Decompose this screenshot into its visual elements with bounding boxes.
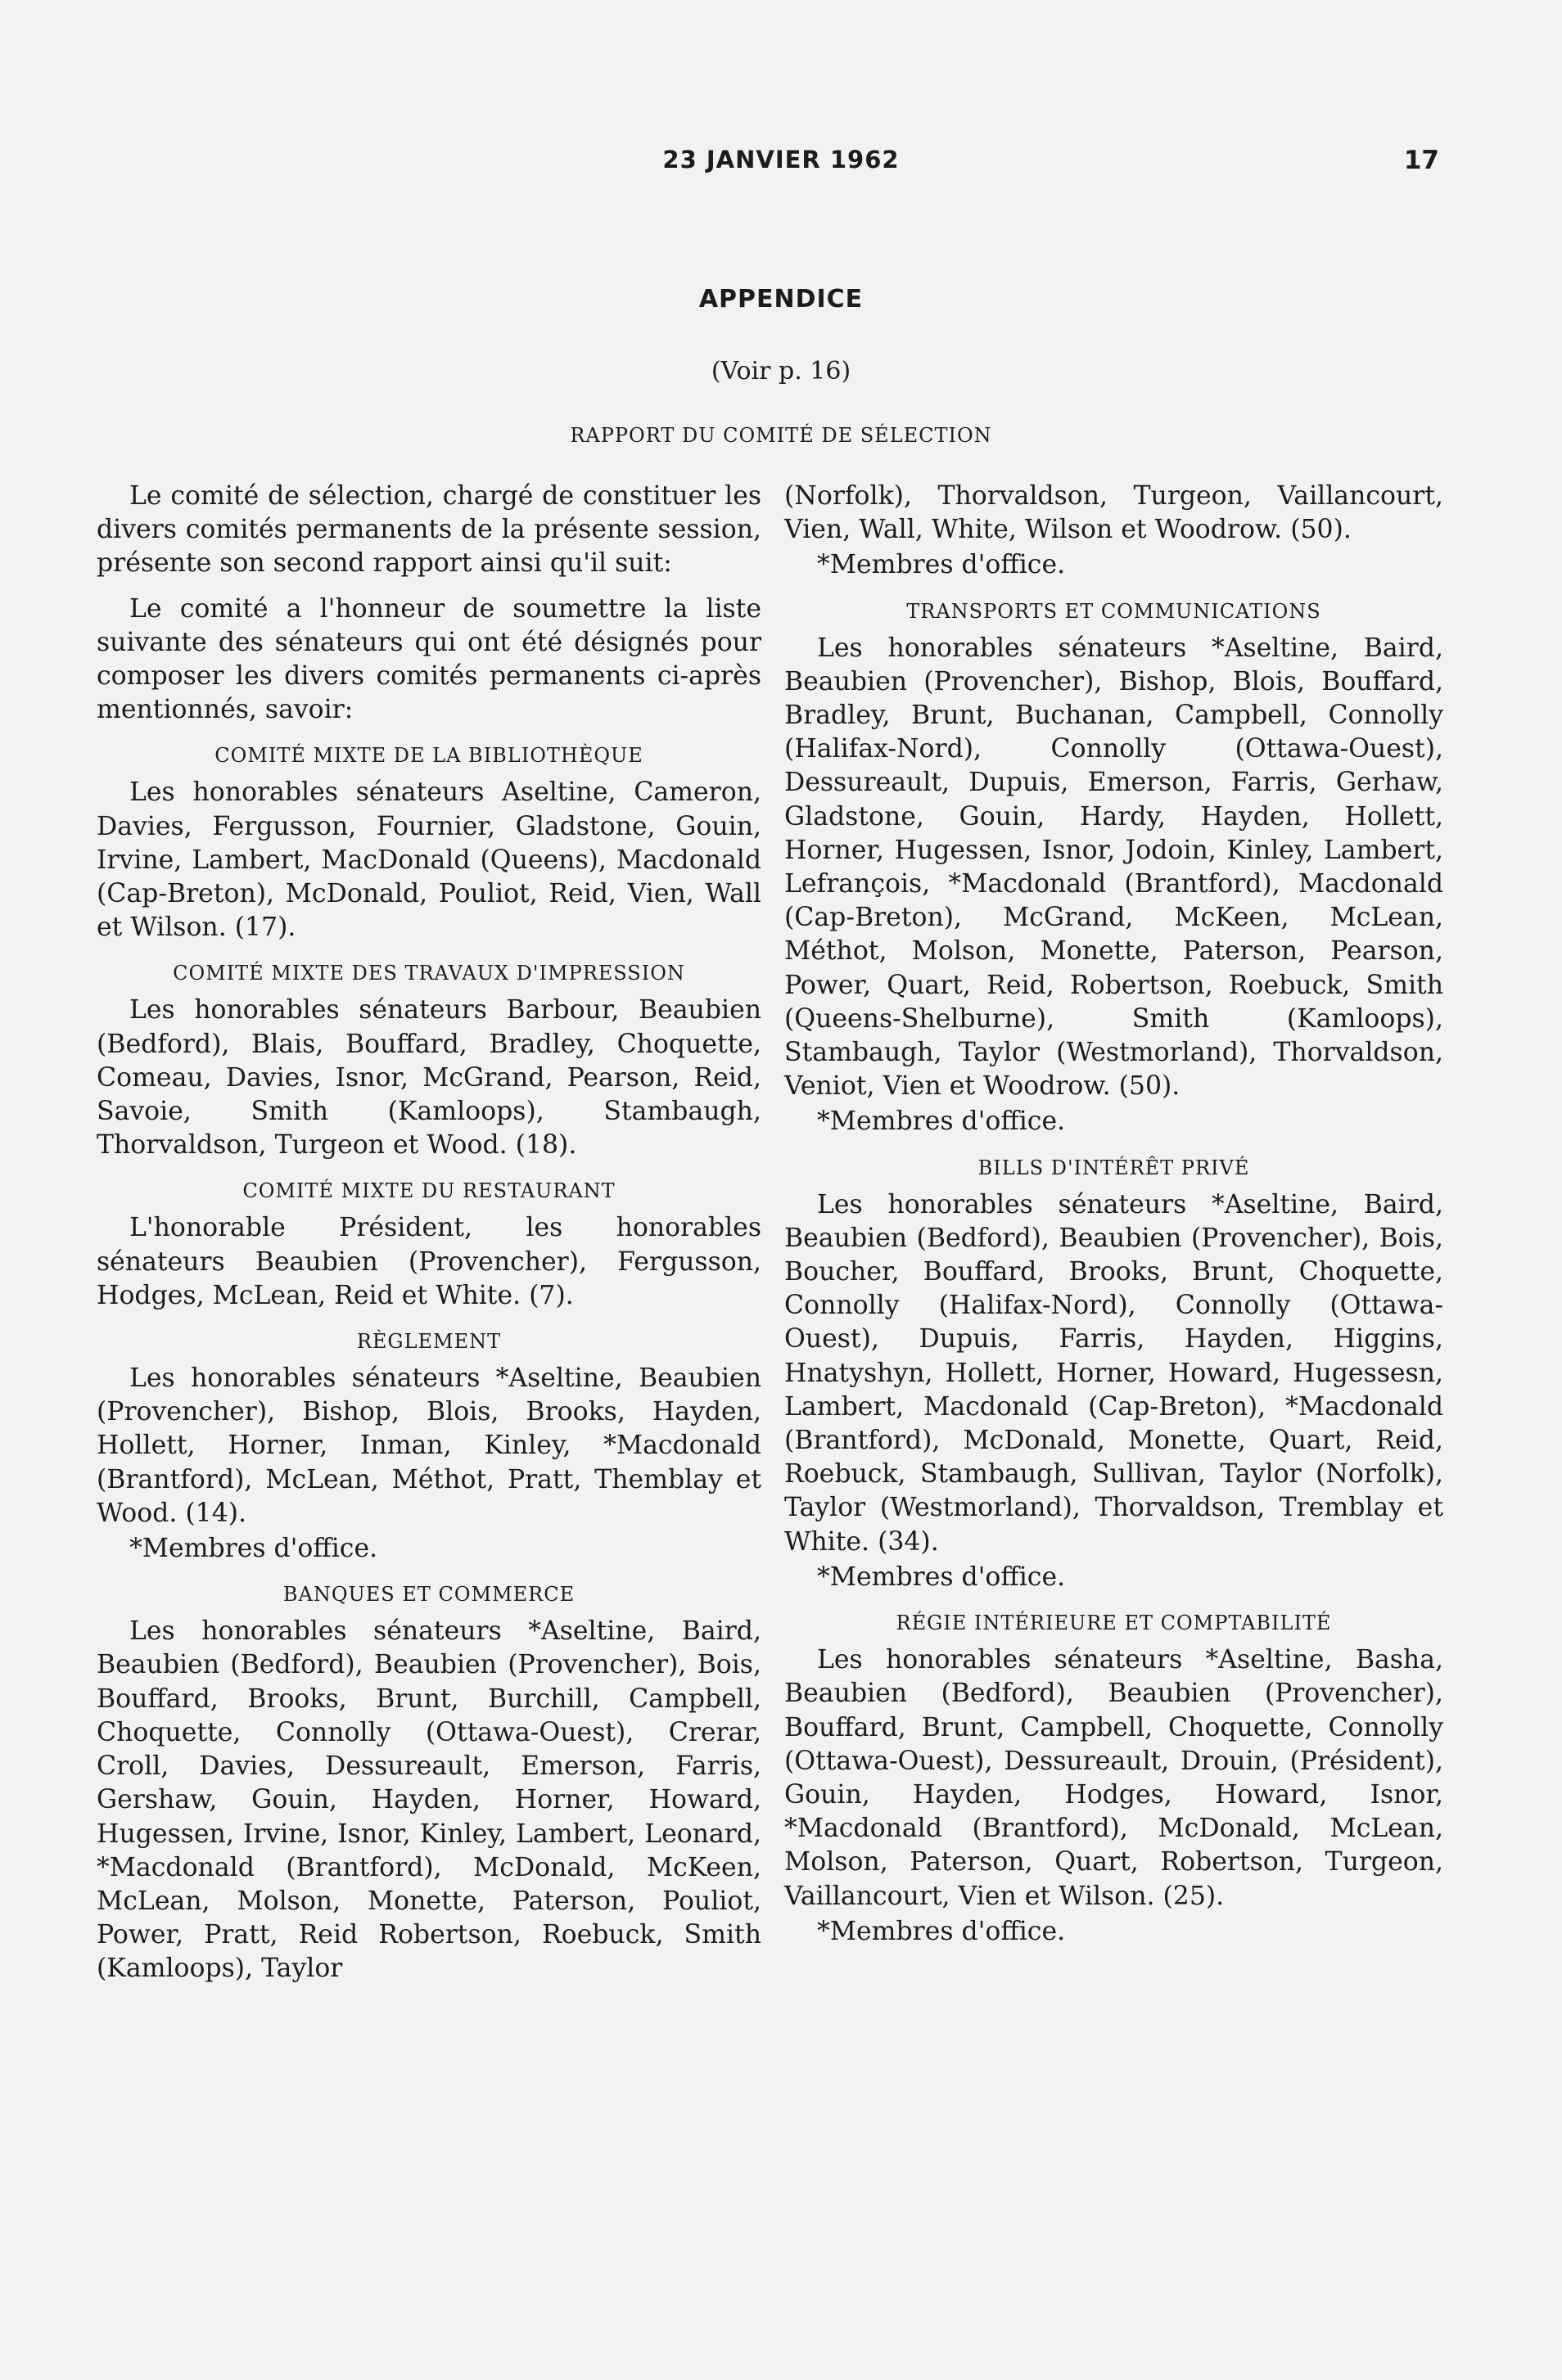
- section-text-bibliotheque: Les honorables sénateurs Aseltine, Cameron, Davies, Fergusson, Fournier, Gladstone, Gouin, Irvine, Lambert, MacDonald (Queens), Macdonald (Cap-Breton), McDonald, Pouliot, Reid, Vien, Wall et Wilson. (17).: [97, 778, 761, 943]
- section-heading-bills: BILLS D'INTÉRÊT PRIVÉ: [977, 1156, 1250, 1179]
- office-members-note: *Membres d'office.: [817, 1107, 1066, 1137]
- intro-paragraph-2: Le comité a l'honneur de soumettre la liste suivante des sénateurs qui ont été désignés pour composer les divers comités permanents ci-après mentionnés, savoir:: [97, 593, 761, 725]
- office-members-note: *Membres d'office.: [817, 1916, 1066, 1946]
- left-column: [97, 480, 761, 1986]
- see-page-reference: (Voir p. 16): [711, 357, 851, 385]
- right-column: [784, 480, 1443, 1949]
- section-heading-regie: RÉGIE INTÉRIEURE ET COMPTABILITÉ: [896, 1611, 1332, 1635]
- section-heading-impression: COMITÉ MIXTE DES TRAVAUX D'IMPRESSION: [173, 962, 685, 985]
- section-text-reglement: Les honorables sénateurs *Aseltine, Beaubien (Provencher), Bishop, Blois, Brooks, Hayden, Hollett, Horner, Inman, Kinley, *Macdonald (Brantford), McLean, Méthot, Pratt, Themblay et Wood. (14).: [97, 1364, 761, 1528]
- section-text-banques: Les honorables sénateurs *Aseltine, Baird, Beaubien (Bedford), Beaubien (Provencher), Bois, Bouffard, Brooks, Brunt, Burchill, Campbell, Choquette, Connolly (Ottawa-Ouest), Crerar, Croll, Davies, Dessureault, Emerson, Farris, Gershaw, Gouin, Hayden, Horner, Howard, Hugessen, Irvine, Isnor, Kinley, Lambert, Leonard, *Macdonald (Brantford), McDonald, McKeen, McLean, Molson, Monette, Paterson, Pouliot, Power, Pratt, Reid Robertson, Roebuck, Smith (Kamloops), Taylor: [97, 1616, 761, 1984]
- section-text-transports: Les honorables sénateurs *Aseltine, Baird, Beaubien (Provencher), Bishop, Blois, Bouffard, Bradley, Brunt, Buchanan, Campbell, Connolly (Halifax-Nord), Connolly (Ottawa-Ouest), Dessureault, Dupuis, Emerson, Farris, Gerhaw, Gladstone, Gouin, Hardy, Hayden, Hollett, Horner, Hugessen, Isnor, Jodoin, Kinley, Lambert, Lefrançois, *Macdonald (Brantford), Macdonald (Cap-Breton), McGrand, McKeen, McLean, Méthot, Molson, Monette, Paterson, Pearson, Power, Quart, Reid, Robertson, Roebuck, Smith (Queens-Shelburne), Smith (Kamloops), Stambaugh, Taylor (Westmorland), Thorvaldson, Veniot, Vien et Woodrow. (50).: [784, 633, 1443, 1102]
- section-heading-bibliotheque: COMITÉ MIXTE DE LA BIBLIOTHÈQUE: [214, 744, 643, 768]
- appendix-title: APPENDICE: [698, 285, 864, 313]
- section-heading-banques: BANQUES ET COMMERCE: [282, 1583, 576, 1607]
- page-number: 17: [1403, 146, 1439, 175]
- intro-paragraph-1: Le comité de sélection, chargé de constituer les divers comités permanents de la présente session, présente son second rapport ainsi qu'il suit:: [97, 481, 761, 579]
- office-members-note: *Membres d'office.: [817, 1562, 1066, 1592]
- section-text-regie: Les honorables sénateurs *Aseltine, Basha, Beaubien (Bedford), Beaubien (Provencher), Bouffard, Brunt, Campbell, Choquette, Connolly (Ottawa-Ouest), Dessureault, Drouin, (Président), Gouin, Hayden, Hodges, Howard, Isnor, *Macdonald (Brantford), McDonald, McLean, Molson, Paterson, Quart, Robertson, Turgeon, Vaillancourt, Vien et Wilson. (25).: [784, 1645, 1443, 1911]
- section-heading-transports: TRANSPORTS ET COMMUNICATIONS: [906, 599, 1321, 623]
- section-text-restaurant: L'honorable Président, les honorables sénateurs Beaubien (Provencher), Fergusson, Hodges, McLean, Reid et White. (7).: [97, 1213, 761, 1310]
- section-heading-reglement: RÈGLEMENT: [356, 1330, 502, 1354]
- section-text-bills: Les honorables sénateurs *Aseltine, Baird, Beaubien (Bedford), Beaubien (Provencher), Bois, Boucher, Bouffard, Brooks, Brunt, Choquette, Connolly (Halifax-Nord), Connolly (Ottawa-Ouest), Dupuis, Farris, Hayden, Higgins, Hnatyshyn, Hollett, Horner, Howard, Hugessesn, Lambert, Macdonald (Cap-Breton), *Macdonald (Brantford), McDonald, Monette, Quart, Reid, Roebuck, Stambaugh, Sullivan, Taylor (Norfolk), Taylor (Westmorland), Thorvaldson, Tremblay et White. (34).: [784, 1189, 1443, 1557]
- section-heading-restaurant: COMITÉ MIXTE DU RESTAURANT: [242, 1179, 616, 1203]
- section-text-impression: Les honorables sénateurs Barbour, Beaubien (Bedford), Blais, Bouffard, Bradley, Choquette, Comeau, Davies, Isnor, McGrand, Pearson, Reid, Savoie, Smith (Kamloops), Stambaugh, Thorvaldson, Turgeon et Wood. (18).: [97, 995, 761, 1161]
- report-title: RAPPORT DU COMITÉ DE SÉLECTION: [570, 424, 992, 447]
- office-members-note: *Membres d'office.: [817, 550, 1066, 580]
- running-head: [0, 141, 1562, 182]
- header-date: 23 JANVIER 1962: [662, 146, 900, 174]
- office-members-note: *Membres d'office.: [129, 1534, 378, 1564]
- section-text-banques-continued: (Norfolk), Thorvaldson, Turgeon, Vaillancourt, Vien, Wall, White, Wilson et Woodrow. (50).: [784, 481, 1443, 545]
